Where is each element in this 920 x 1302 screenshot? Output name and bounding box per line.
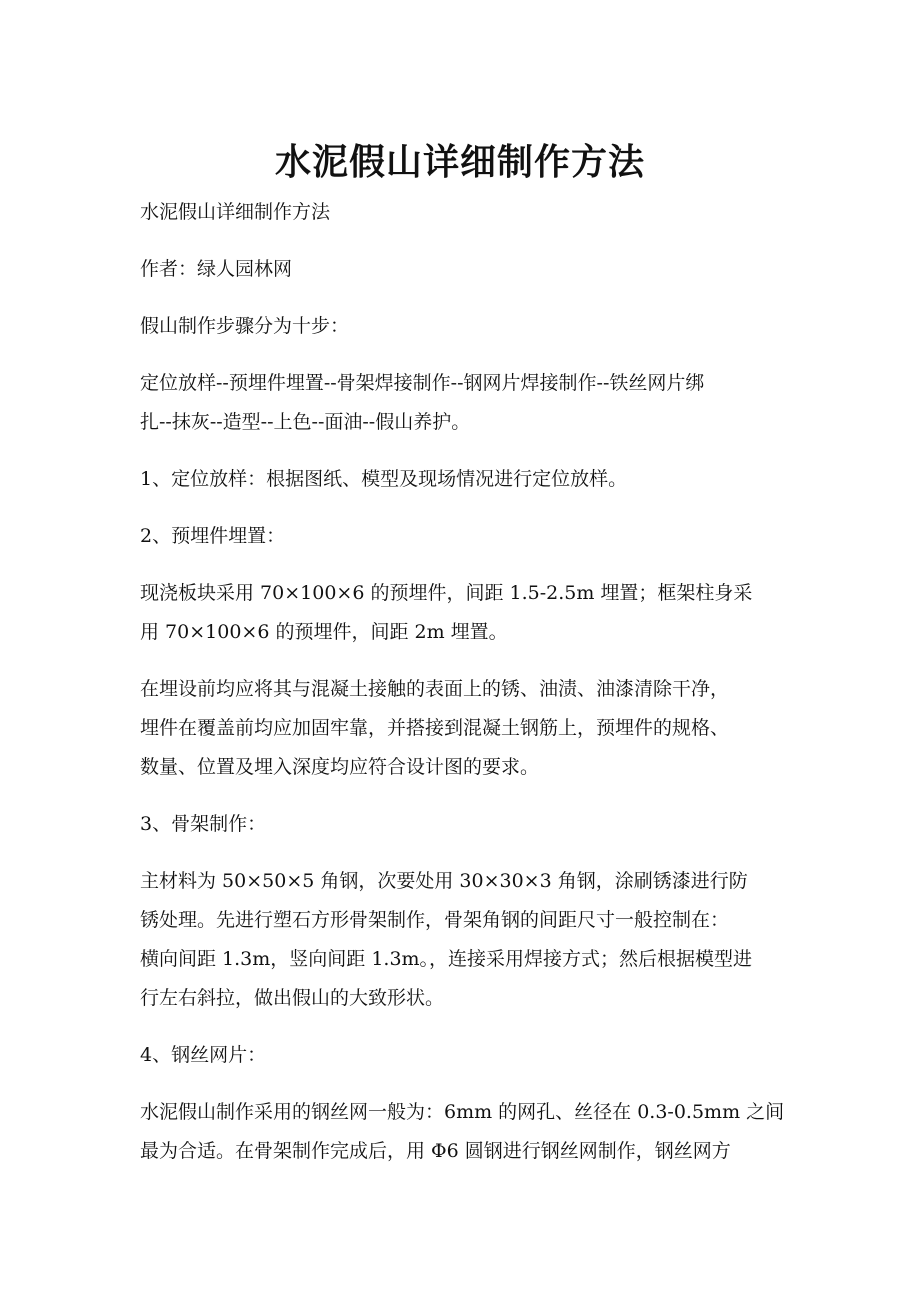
paragraph-step-1: 1、定位放样：根据图纸、模型及现场情况进行定位放样。 — [140, 468, 628, 490]
paragraph-author: 作者：绿人园林网 — [140, 258, 293, 280]
paragraph-step-3-body: 主材料为 50×50×5 角钢，次要处用 30×30×3 角钢，涂刷锈漆进行防 锈处理。先进行塑石方形骨架制作，骨架角钢的间距尺寸一般控制在： 横向间距 1.3m，竖向间距 1.3m。，连接采用焊接方式；然后根据模型进 行左右斜拉，做出假山的大致形状。 — [140, 870, 753, 1009]
paragraph-steps-intro: 假山制作步骤分为十步： — [140, 315, 350, 337]
paragraph-step-3-heading: 3、骨架制作： — [140, 813, 267, 835]
document-body — [140, 193, 785, 1189]
paragraph-step-4-heading: 4、钢丝网片： — [140, 1044, 267, 1066]
document-title: 水泥假山详细制作方法 — [274, 141, 645, 184]
paragraph-subtitle: 水泥假山详细制作方法 — [140, 201, 331, 223]
paragraph-steps-list: 定位放样--预埋件埋置--骨架焊接制作--钢网片焊接制作--铁丝网片绑 扎--抹灰--造型--上色--面油--假山养护。 — [140, 372, 705, 433]
paragraph-step-4-body: 水泥假山制作采用的钢丝网一般为：6mm 的网孔、丝径在 0.3-0.5mm 之间 最为合适。在骨架制作完成后，用 Φ6 圆钢进行钢丝网制作，钢丝网方 — [140, 1101, 785, 1162]
paragraph-step-2-notes: 在埋设前均应将其与混凝土接触的表面上的锈、油渍、油漆清除干净， 埋件在覆盖前均应加固牢靠，并搭接到混凝土钢筋上，预埋件的规格、 数量、位置及埋入深度均应符合设计图的要求。 — [140, 678, 730, 778]
paragraph-step-2-spec: 现浇板块采用 70×100×6 的预埋件，间距 1.5-2.5m 埋置；框架柱身采 用 70×100×6 的预埋件，间距 2m 埋置。 — [140, 582, 753, 643]
paragraph-step-2-heading: 2、预埋件埋置： — [140, 525, 286, 547]
